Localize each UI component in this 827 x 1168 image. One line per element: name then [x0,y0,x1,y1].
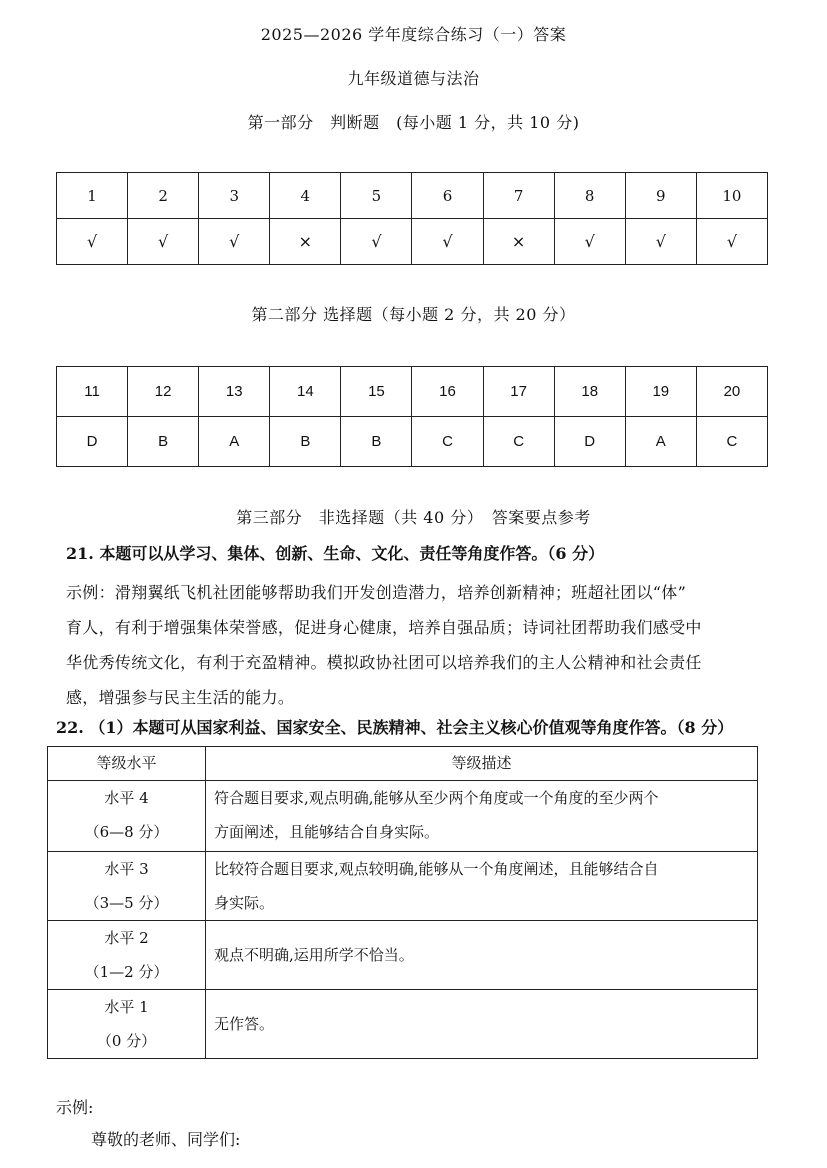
question-number: 19 [625,367,696,417]
answer-choice: A [199,417,270,467]
question-number: 14 [270,367,341,417]
level-score: （0 分） [96,1032,157,1050]
answer-choice: A [625,417,696,467]
table-header-row [48,747,758,781]
answer-mark: × [483,219,554,265]
question-number: 12 [128,367,199,417]
level-score: （3—5 分） [84,894,169,912]
grading-rubric-table [47,746,758,1059]
subject-title: 九年级道德与法治 [347,69,480,88]
table-row [48,852,758,921]
text-line: 观点不明确,运用所学不恰当。 [214,946,414,964]
question-21-sample-answer [66,575,756,715]
description-cell [206,990,758,1059]
question-number: 5 [341,173,412,219]
answer-choice: C [696,417,767,467]
answer-choice: C [412,417,483,467]
question-number: 1 [57,173,128,219]
question-number: 4 [270,173,341,219]
table-row [57,417,768,467]
question-22-prompt: 22. （1）本题可从国家利益、国家安全、民族精神、社会主义核心价值观等角度作答。（8 分） [56,718,734,737]
question-number: 2 [128,173,199,219]
part2-answer-table [56,366,768,467]
text-line: 比较符合题目要求,观点较明确,能够从一个角度阐述，且能够结合自 [214,860,659,878]
document-title: 2025—2026 学年度综合练习（一）答案 [260,25,567,44]
text-line: 无作答。 [214,1015,275,1033]
answer-mark: √ [341,219,412,265]
column-header-level: 等级水平 [48,747,206,781]
question-number: 13 [199,367,270,417]
question-number: 3 [199,173,270,219]
level-name: 水平 4 [104,789,149,807]
column-header-description: 等级描述 [206,747,758,781]
answer-choice: D [554,417,625,467]
description-cell [206,921,758,990]
answer-mark: × [270,219,341,265]
example-label: 示例: [56,1098,94,1117]
description-cell [206,781,758,852]
answer-mark: √ [625,219,696,265]
question-number: 17 [483,367,554,417]
level-cell [48,852,206,921]
text-line: 华优秀传统文化，有利于充盈精神。模拟政协社团可以培养我们的主人公精神和社会责任 [66,653,702,672]
text-line: 身实际。 [214,894,275,912]
answer-choice: B [270,417,341,467]
text-line: 育人，有利于增强集体荣誉感，促进身心健康，培养自强品质；诗词社团帮助我们感受中 [66,618,702,637]
table-row [48,990,758,1059]
question-number: 7 [483,173,554,219]
text-line: 示例：滑翔翼纸飞机社团能够帮助我们开发创造潜力，培养创新精神；班超社团以“体” [66,583,687,602]
answer-mark: √ [57,219,128,265]
table-row [57,367,768,417]
level-cell [48,990,206,1059]
description-cell [206,852,758,921]
level-name: 水平 1 [104,998,149,1016]
answer-choice: C [483,417,554,467]
part2-heading: 第二部分 选择题（每小题 2 分，共 20 分） [251,305,576,324]
level-name: 水平 3 [104,860,149,878]
level-score: （1—2 分） [84,963,169,981]
question-number: 10 [696,173,767,219]
question-number: 16 [412,367,483,417]
table-row [48,781,758,852]
answer-mark: √ [128,219,199,265]
text-line: 方面阐述，且能够结合自身实际。 [214,823,440,841]
question-number: 6 [412,173,483,219]
question-number: 15 [341,367,412,417]
text-line: 感，增强参与民主生活的能力。 [66,688,295,707]
answer-choice: B [341,417,412,467]
question-number: 11 [57,367,128,417]
question-number: 8 [554,173,625,219]
level-name: 水平 2 [104,929,149,947]
part1-answer-table [56,172,768,265]
question-number: 18 [554,367,625,417]
answer-mark: √ [412,219,483,265]
example-greeting: 尊敬的老师、同学们: [91,1130,241,1149]
level-score: （6—8 分） [84,823,169,841]
question-21-prompt: 21. 本题可以从学习、集体、创新、生命、文化、责任等角度作答。（6 分） [66,544,605,563]
answer-mark: √ [696,219,767,265]
level-cell [48,921,206,990]
answer-mark: √ [554,219,625,265]
text-line: 符合题目要求,观点明确,能够从至少两个角度或一个角度的至少两个 [214,789,659,807]
level-cell [48,781,206,852]
part3-heading: 第三部分 非选择题（共 40 分） 答案要点参考 [236,508,591,527]
question-number: 20 [696,367,767,417]
answer-choice: D [57,417,128,467]
table-row [48,921,758,990]
table-row [57,219,768,265]
question-number: 9 [625,173,696,219]
table-row [57,173,768,219]
part1-heading: 第一部分 判断题 (每小题 1 分，共 10 分) [247,113,580,132]
answer-choice: B [128,417,199,467]
answer-mark: √ [199,219,270,265]
